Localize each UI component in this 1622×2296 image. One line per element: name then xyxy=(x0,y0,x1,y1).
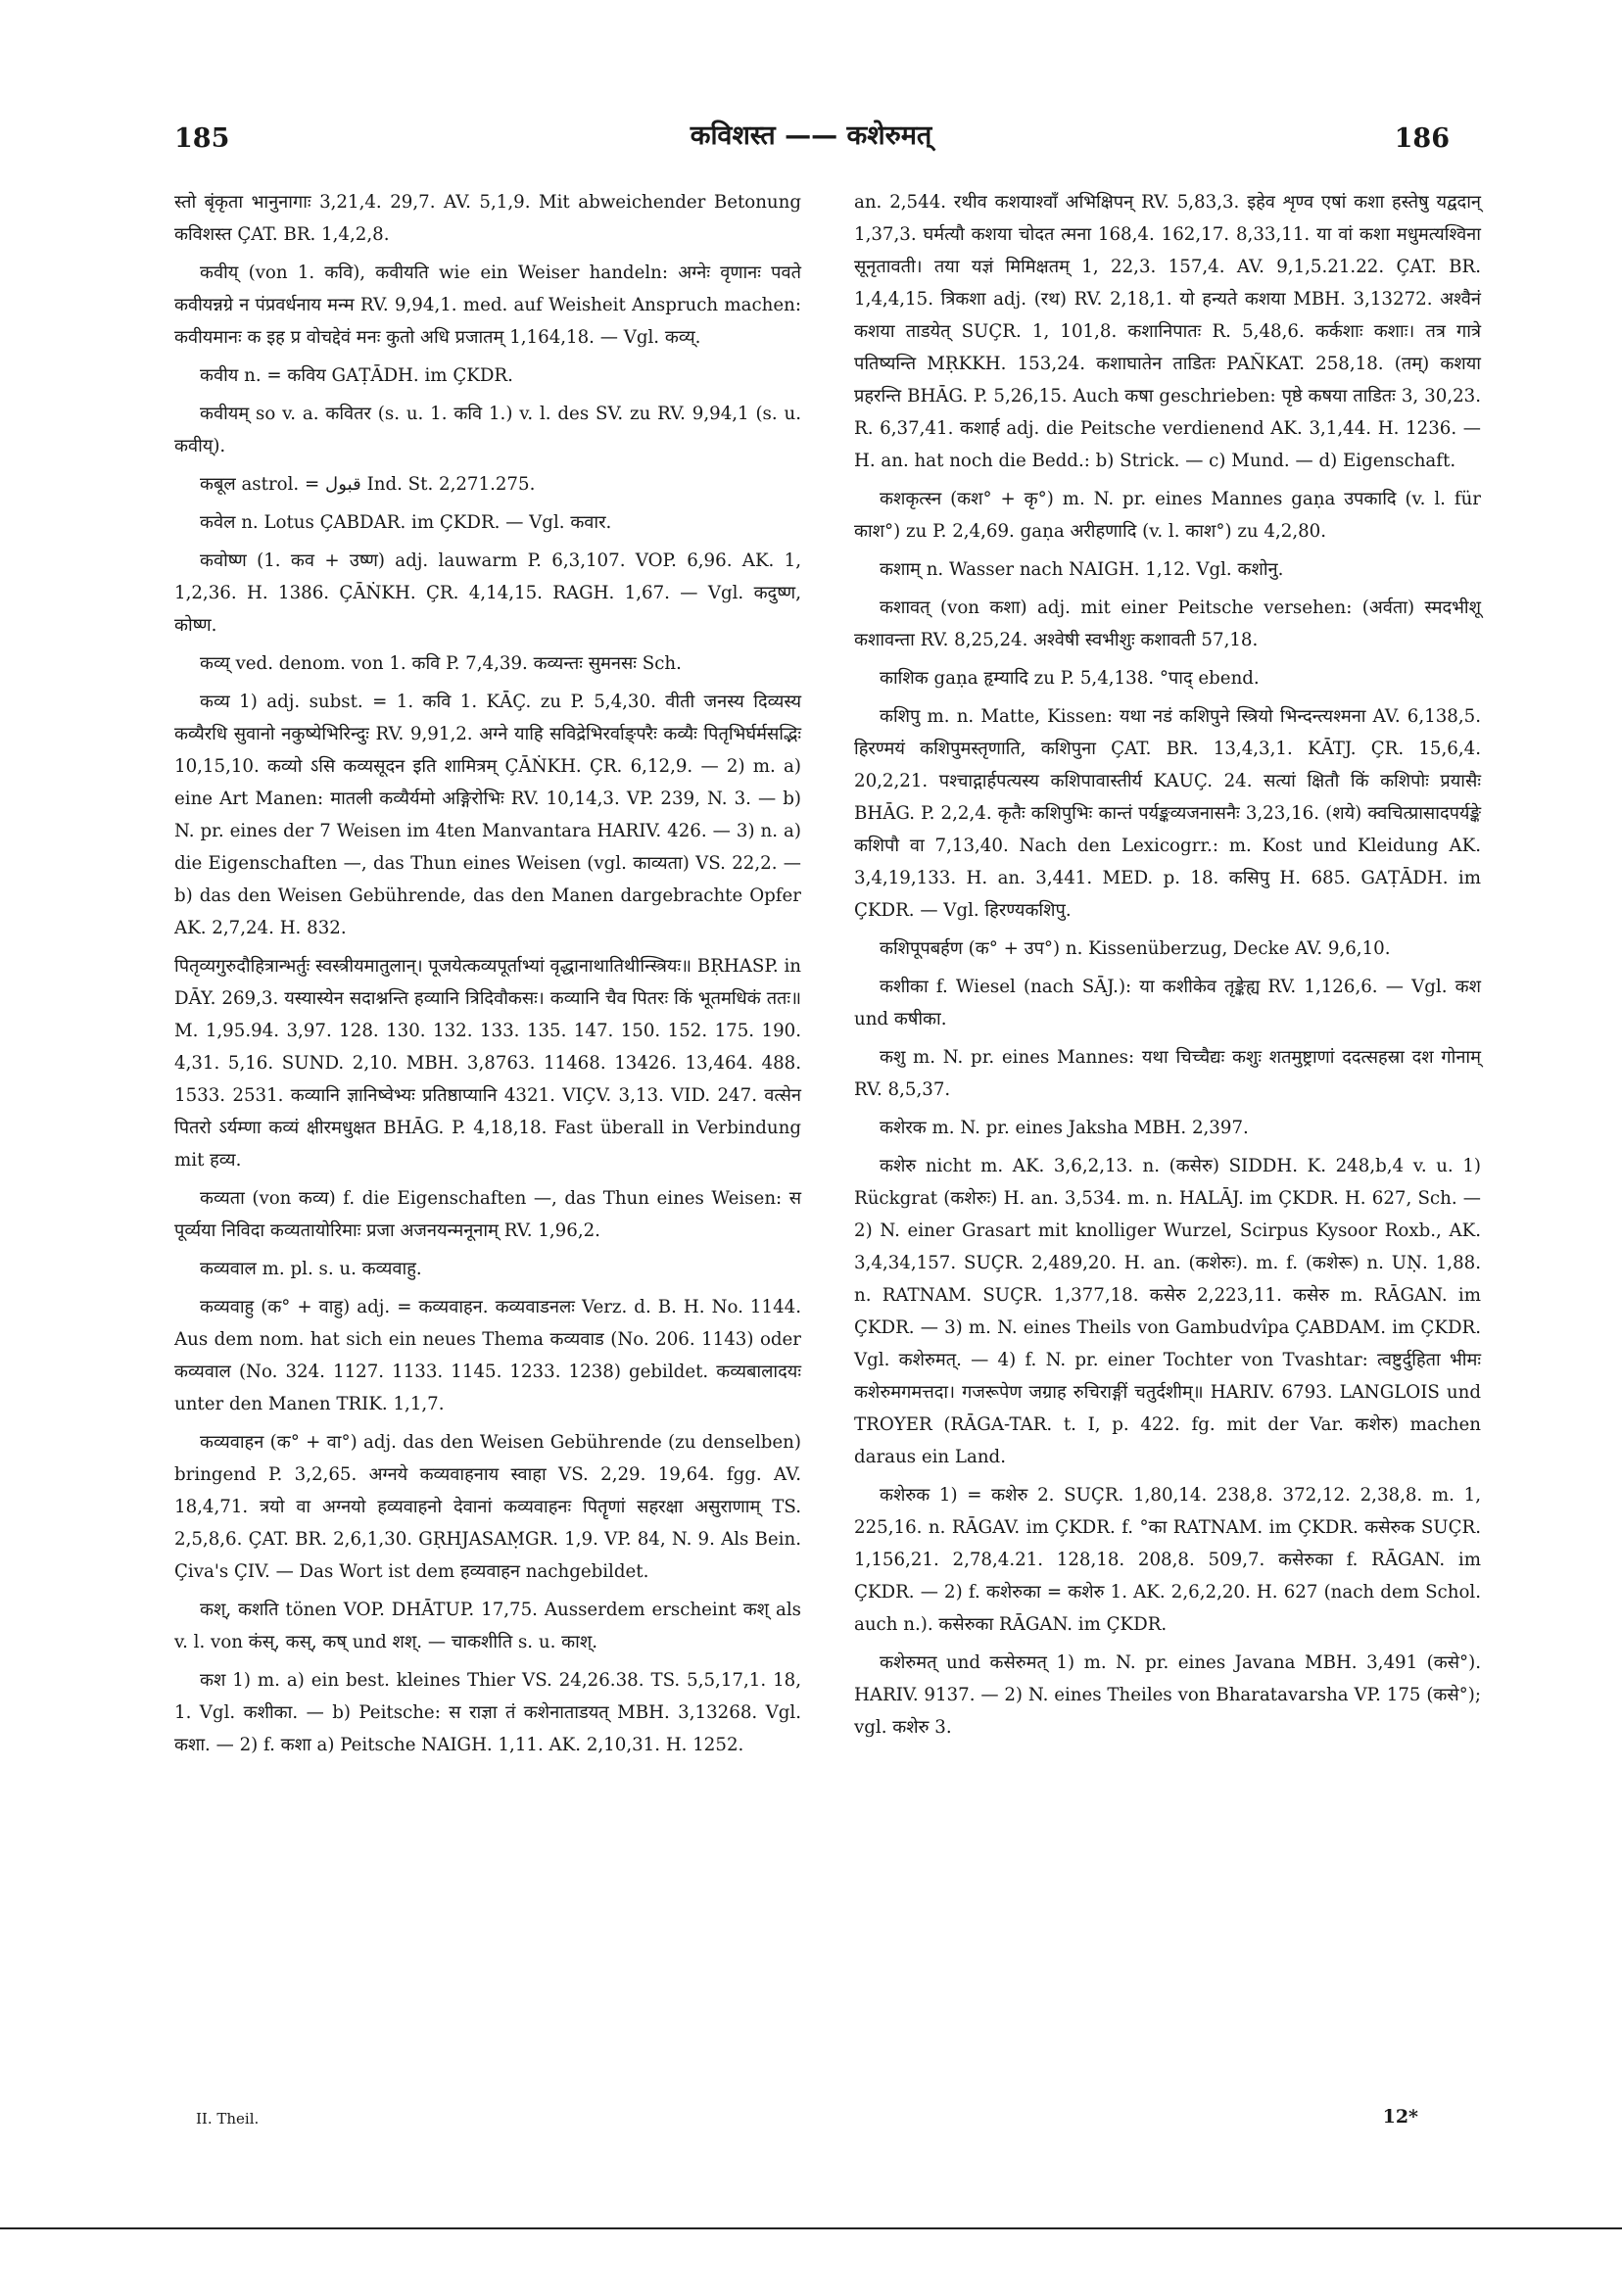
dictionary-entry: काशिक gaṇa हृम्यादि zu P. 5,4,138. °पाद् ebend. xyxy=(880,668,1260,689)
dictionary-entry: कवीयम् so v. a. कवितर (s. u. 1. कवि 1.) v. l. des SV. zu RV. 9,94,1 (s. u. कवीय्). xyxy=(174,404,801,456)
dictionary-entry: कश्, कशति tönen VOP. DHĀTUP. 17,75. Ausserdem erscheint कश् als v. l. von कंस्, कस्, कष् und शश्. — चाकशीति s. u. काश्. xyxy=(174,1600,801,1652)
dictionary-entry: कव्यवाल m. pl. s. u. कव्यवाहु. xyxy=(200,1259,422,1279)
dictionary-entry: कव्यता (von कव्य) f. die Eigenschaften —, das Thun eines Weisen: स पूर्व्यया निविदा कव्यतायोरिमाः प्रजा अजनयन्मनूनाम् RV. 1,96,2. xyxy=(174,1188,801,1241)
dictionary-entry: कशेरुक 1) = कशेरु 2. SUÇR. 1,80,14. 238,8. 372,12. 2,38,8. m. 1, 225,16. n. RĀGAV. im ÇKDR. f. °का RATNAM. im ÇKDR. कसेरुक SUÇR. 1,156,21. 2,78,4.21. 128,18. 208,8. 509,7. कसेरुका f. RĀGAN. im ÇKDR. — 2) f. कशेरुका = कशेरु 1. AK. 2,6,2,20. H. 627 (nach dem Schol. auch n.). कसेरुका RĀGAN. im ÇKDR. xyxy=(854,1485,1481,1635)
signature-mark: II. Theil. xyxy=(196,2110,260,2128)
dictionary-entry: कशु m. N. pr. eines Mannes: यथा चिच्चैद्यः कशुः शतमुष्ट्राणां ददत्सहस्रा दश गोनाम् RV. 8,5,37. xyxy=(854,1047,1481,1100)
page-header xyxy=(0,116,1622,165)
page-number-left: 185 xyxy=(174,123,230,154)
dictionary-entry: कशेरुमत् und कसेरुमत् 1) m. N. pr. eines Javana MBH. 3,491 (कसे°). HARIV. 9137. — 2) N. eines Theiles von Bharatavarsha VP. 175 (कसे°); vgl. कशेरु 3. xyxy=(854,1652,1481,1738)
dictionary-entry: पितृव्यगुरुदौहित्रान्भर्तुः स्वस्त्रीयमातुलान्। पूजयेत्कव्यपूर्ताभ्यां वृद्धानाथातिथीन्स्त्रियः॥ BṚHASP. in DĀY. 269,3. यस्यास्येन सदाश्नन्ति हव्यानि त्रिदिवौकसः। कव्यानि चैव पितरः किं भूतमधिकं ततः॥ M. 1,95.94. 3,97. 128. 130. 132. 133. 135. 147. 150. 152. 175. 190. 4,31. 5,16. SUND. 2,10. MBH. 3,8763. 11468. 13426. 13,464. 488. 1533. 2531. कव्यानि ज्ञानिष्वेभ्यः प्रतिष्ठाप्यानि 4321. VIÇV. 3,13. VID. 247. वत्सेन पितरो ऽर्यम्णा कव्यं क्षीरमधुक्षत BHĀG. P. 4,18,18. Fast überall in Verbindung mit हव्य. xyxy=(174,956,801,1171)
dictionary-entry: कवेल n. Lotus ÇABDAR. im ÇKDR. — Vgl. कवार. xyxy=(200,512,612,533)
dictionary-entry: कशिपु m. n. Matte, Kissen: यथा नडं कशिपुने स्त्रियो भिन्दन्त्यश्मना AV. 6,138,5. हिरण्मयं कशिपुमस्तृणाति, कशिपुना ÇAT. BR. 13,4,3,1. KĀTJ. ÇR. 15,6,4. 20,2,21. पश्चाद्गार्हपत्यस्य कशिपावास्तीर्य KAUÇ. 24. सत्यां क्षितौ किं कशिपोः प्रयासैः BHĀG. P. 2,2,4. कृतैः कशिपुभिः कान्तं पर्यङ्कव्यजनासनैः 3,23,16. (शये) क्वचित्प्रासादपर्यङ्के कशिपौ वा 7,13,40. Nach den Lexicogrr.: m. Kost und Kleidung AK. 3,4,19,133. H. an. 3,441. MED. p. 18. कसिपु H. 685. GAṬĀDH. im ÇKDR. — Vgl. हिरण्यकशिपु. xyxy=(854,706,1481,921)
dictionary-entry: कशिपूपबर्हण (क° + उप°) n. Kissenüberzug, Decke AV. 9,6,10. xyxy=(880,938,1391,959)
left-column xyxy=(174,186,801,1767)
page-number-right: 186 xyxy=(1394,123,1450,154)
dictionary-entry: कशेरु nicht m. AK. 3,6,2,13. n. (कसेरु) SIDDH. K. 248,b,4 v. u. 1) Rückgrat (कशेरुः) H. an. 3,534. m. n. HALĀJ. im ÇKDR. H. 627, Sch. — 2) N. einer Grasart mit knolliger Wurzel, Scirpus Kysoor Roxb., AK. 3,4,34,157. SUÇR. 2,489,20. H. an. (कशेरुः). m. f. (कशेरू) n. UṆ. 1,88. n. RATNAM. SUÇR. 1,377,18. कसेरु 2,223,11. कसेरु m. RĀGAN. im ÇKDR. — 3) m. N. eines Theils von Gambudvîpa ÇABDAM. im ÇKDR. Vgl. कशेरुमत्. — 4) f. N. pr. einer Tochter von Tvashtar: त्वष्टुर्दुहिता भीमः कशेरुमगमत्तदा। गजरूपेण जग्राह रुचिराङ्गीं चतुर्दशीम्॥ HARIV. 6793. LANGLOIS und TROYER (RĀGA-TAR. t. I, p. 422. fg. mit der Var. कशेरु) machen daraus ein Land. xyxy=(854,1156,1481,1467)
right-column xyxy=(854,186,1481,1749)
dictionary-entry: कशकृत्स्न (कश° + कृ°) m. N. pr. eines Mannes gaṇa उपकादि (v. l. für काश°) zu P. 2,4,69. gaṇa अरीहणादि (v. l. काश°) zu 4,2,80. xyxy=(854,489,1481,542)
dictionary-entry: कशाम् n. Wasser nach NAIGH. 1,12. Vgl. कशोनु. xyxy=(880,559,1284,580)
dictionary-entry: कवोष्ण (1. कव + उष्ण) adj. lauwarm P. 6,3,107. VOP. 6,96. AK. 1, 1,2,36. H. 1386. ÇĀṄKH. ÇR. 4,14,15. RAGH. 1,67. — Vgl. कदुष्ण, कोष्ण. xyxy=(174,550,801,636)
dictionary-entry: कव्यवाहन (क° + वा°) adj. das den Weisen Gebührende (zu denselben) bringend P. 3,2,65. अग्नये कव्यवाहनाय स्वाहा VS. 2,29. 19,64. fgg. AV. 18,4,71. त्रयो वा अग्नयो हव्यवाहनो देवानां कव्यवाहनः पितॄणां सहरक्षा असुराणाम् TS. 2,5,8,6. ÇAT. BR. 2,6,1,30. GṚHJASAṂGR. 1,9. VP. 84, N. 9. Als Bein. Çiva's ÇIV. — Das Wort ist dem हव्यवाहन nachgebildet. xyxy=(174,1432,801,1582)
running-head: कविशस्त —— कशेरुमत् xyxy=(690,120,932,151)
dictionary-entry: कव्यवाहु (क° + वाहु) adj. = कव्यवाहन. कव्यवाडनलः Verz. d. B. H. No. 1144. Aus dem nom. hat sich ein neues Thema कव्यवाड (No. 206. 1143) oder कव्यवाल (No. 324. 1127. 1133. 1145. 1233. 1238) gebildet. कव्यबालादयः unter den Manen TRIK. 1,1,7. xyxy=(174,1297,801,1414)
dictionary-entry: कव्य् ved. denom. von 1. कवि P. 7,4,39. कव्यन्तः सुमनसः Sch. xyxy=(200,653,682,674)
dictionary-entry: कव्य 1) adj. subst. = 1. कवि 1. KĀÇ. zu P. 5,4,30. वीती जनस्य दिव्यस्य कव्यैरधि सुवानो नकुष्येभिरिन्दुः RV. 9,91,2. अग्ने याहि सविद्रेभिरर्वाङ्परैः कव्यैः पितृभिर्घर्मसद्भिः 10,15,10. कव्यो ऽसि कव्यसूदन इति शामित्रम् ÇĀṄKH. ÇR. 6,12,9. — 2) m. a) eine Art Manen: मातली कव्यैर्यमो अङ्गिरोभिः RV. 10,14,3. VP. 239, N. 3. — b) N. pr. eines der 7 Weisen im 4ten Manvantara HARIV. 426. — 3) n. a) die Eigenschaften —, das Thun eines Weisen (vgl. काव्यता) VS. 22,2. — b) das den Weisen Gebührende, das den Manen dargebrachte Opfer AK. 2,7,24. H. 832. xyxy=(174,692,801,938)
dictionary-entry: कशीका f. Wiesel (nach SĀJ.): या कशीकेव तृङ्केह्य RV. 1,126,6. — Vgl. कश und कषीका. xyxy=(854,977,1481,1029)
dictionary-entry: कशेरक m. N. pr. eines Jaksha MBH. 2,397. xyxy=(880,1118,1249,1138)
dictionary-entry: कवीय् (von 1. कवि), कवीयति wie ein Weiser handeln: अग्नेः वृणानः पवते कवीयन्नग्रे न पंप्रवर्धनाय मन्म RV. 9,94,1. med. auf Weisheit Anspruch machen: कवीयमानः क इह प्र वोचद्देवं मनः कुतो अधि प्रजातम् 1,164,18. — Vgl. कव्य्. xyxy=(174,263,801,348)
sheet-number: 12* xyxy=(1382,2106,1418,2128)
dictionary-entry: an. 2,544. रथीव कशयाश्वाँ अभिक्षिपन् RV. 5,83,3. इहेव शृण्व एषां कशा हस्तेषु यद्वदान् 1,37,3. घर्मत्यौ कशया चोदत त्मना 168,4. 162,17. 8,33,11. या वां कशा मधुमत्यश्विना सूनृतावती। तया यज्ञं मिमिक्षतम् 1, 22,3. 157,4. AV. 9,1,5.21.22. ÇAT. BR. 1,4,4,15. त्रिकशा adj. (रथ) RV. 2,18,1. यो हन्यते कशया MBH. 3,13272. अश्वैनं कशया ताडयेत् SUÇR. 1, 101,8. कशानिपातः R. 5,48,6. कर्कशाः कशाः। तत्र गात्रे पतिष्यन्ति MṚKKH. 153,24. कशाघातेन ताडितः PAÑKAT. 258,18. (तम्) कशया प्रहरन्ति BHĀG. P. 5,26,15. Auch कषा geschrieben: पृष्ठे कषया ताडितः 3, 30,23. R. 6,37,41. कशार्ह adj. die Peitsche verdienend AK. 3,1,44. H. 1236. — H. an. hat noch die Bedd.: b) Strick. — c) Mund. — d) Eigenschaft. xyxy=(854,192,1481,471)
page-footer xyxy=(0,2106,1622,2149)
dictionary-entry: कश 1) m. a) ein best. kleines Thier VS. 24,26.38. TS. 5,5,17,1. 18, 1. Vgl. कशीका. — b) Peitsche: स राज्ञा तं कशेनाताडयत् MBH. 3,13268. Vgl. कशा. — 2) f. कशा a) Peitsche NAIGH. 1,11. AK. 2,10,31. H. 1252. xyxy=(174,1670,801,1755)
dictionary-entry: कबूल astrol. = قبول Ind. St. 2,271.275. xyxy=(200,474,536,495)
bottom-rule xyxy=(0,2227,1622,2229)
dictionary-entry: कवीय n. = कविय GAṬĀDH. im ÇKDR. xyxy=(200,365,513,386)
dictionary-entry: कशावत् (von कशा) adj. mit einer Peitsche versehen: (अर्वता) स्मदभीशू कशावन्ता RV. 8,25,24. अश्वेषी स्वभीशुः कशावती 57,18. xyxy=(854,598,1481,650)
dictionary-entry: स्तो बृंकृता भानुनागाः 3,21,4. 29,7. AV. 5,1,9. Mit abweichender Betonung कविशस्त ÇAT. BR. 1,4,2,8. xyxy=(174,192,801,245)
